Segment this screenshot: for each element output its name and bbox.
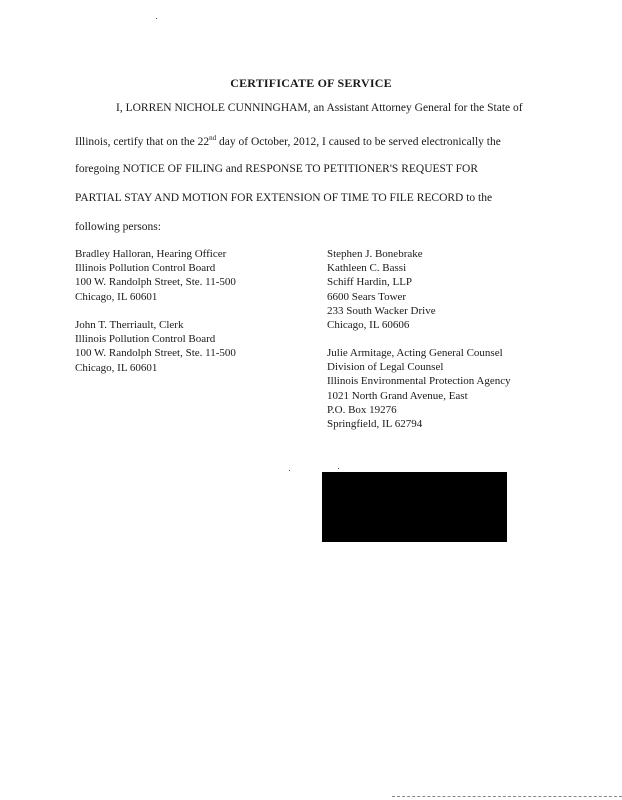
document-title: CERTIFICATE OF SERVICE bbox=[230, 76, 392, 90]
body-line-2-after: day of October, 2012, I caused to be served electronically the bbox=[216, 136, 501, 148]
scan-artifact-line bbox=[392, 796, 622, 798]
address-line: 100 W. Randolph Street, Ste. 11-500 bbox=[75, 347, 236, 360]
address-line: 100 W. Randolph Street, Ste. 11-500 bbox=[75, 276, 236, 289]
address-line: Bradley Halloran, Hearing Officer bbox=[75, 248, 227, 260]
address-line: Schiff Hardin, LLP bbox=[327, 276, 413, 289]
address-line: 233 South Wacker Drive bbox=[327, 304, 436, 317]
address-line: Chicago, IL 60606 bbox=[327, 319, 410, 332]
body-line-2-before: Illinois, certify that on the 22 bbox=[75, 136, 210, 148]
address-line: Division of Legal Counsel bbox=[327, 361, 444, 374]
address-line: Chicago, IL 60601 bbox=[75, 290, 158, 303]
signature-redaction bbox=[322, 472, 507, 542]
address-line: 6600 Sears Tower bbox=[327, 290, 407, 303]
body-line-1 bbox=[75, 101, 555, 115]
scan-speck bbox=[338, 468, 339, 469]
address-line: Chicago, IL 60601 bbox=[75, 361, 158, 374]
address-line: Illinois Pollution Control Board bbox=[75, 333, 216, 346]
address-line: Illinois Environmental Protection Agency bbox=[327, 375, 511, 388]
body-line-3: foregoing NOTICE OF FILING and RESPONSE TO PETITIONER'S REQUEST FOR bbox=[75, 163, 478, 175]
recipient-address-block bbox=[327, 247, 436, 332]
address-line: Stephen J. Bonebrake bbox=[327, 248, 423, 260]
address-line: 1021 North Grand Avenue, East bbox=[327, 389, 468, 402]
address-line: P.O. Box 19276 bbox=[327, 403, 397, 416]
address-line: Kathleen C. Bassi bbox=[327, 262, 407, 275]
recipient-address-block bbox=[327, 346, 511, 431]
body-line-1-text: I, LORREN NICHOLE CUNNINGHAM, an Assistant Attorney General for the State of bbox=[116, 102, 523, 114]
recipient-address-block bbox=[75, 247, 236, 304]
address-line: Springfield, IL 62794 bbox=[327, 418, 423, 431]
address-line: Julie Armitage, Acting General Counsel bbox=[327, 347, 503, 359]
body-line-5: following persons: bbox=[75, 221, 161, 233]
address-line: Illinois Pollution Control Board bbox=[75, 262, 216, 275]
recipient-address-block bbox=[75, 318, 236, 375]
scan-speck bbox=[156, 18, 157, 19]
body-line-2 bbox=[75, 135, 555, 149]
scan-speck bbox=[289, 470, 290, 471]
address-line: John T. Therriault, Clerk bbox=[75, 319, 184, 331]
body-line-4: PARTIAL STAY AND MOTION FOR EXTENSION OF TIME TO FILE RECORD to the bbox=[75, 192, 493, 204]
ordinal-suffix: nd bbox=[209, 134, 217, 142]
